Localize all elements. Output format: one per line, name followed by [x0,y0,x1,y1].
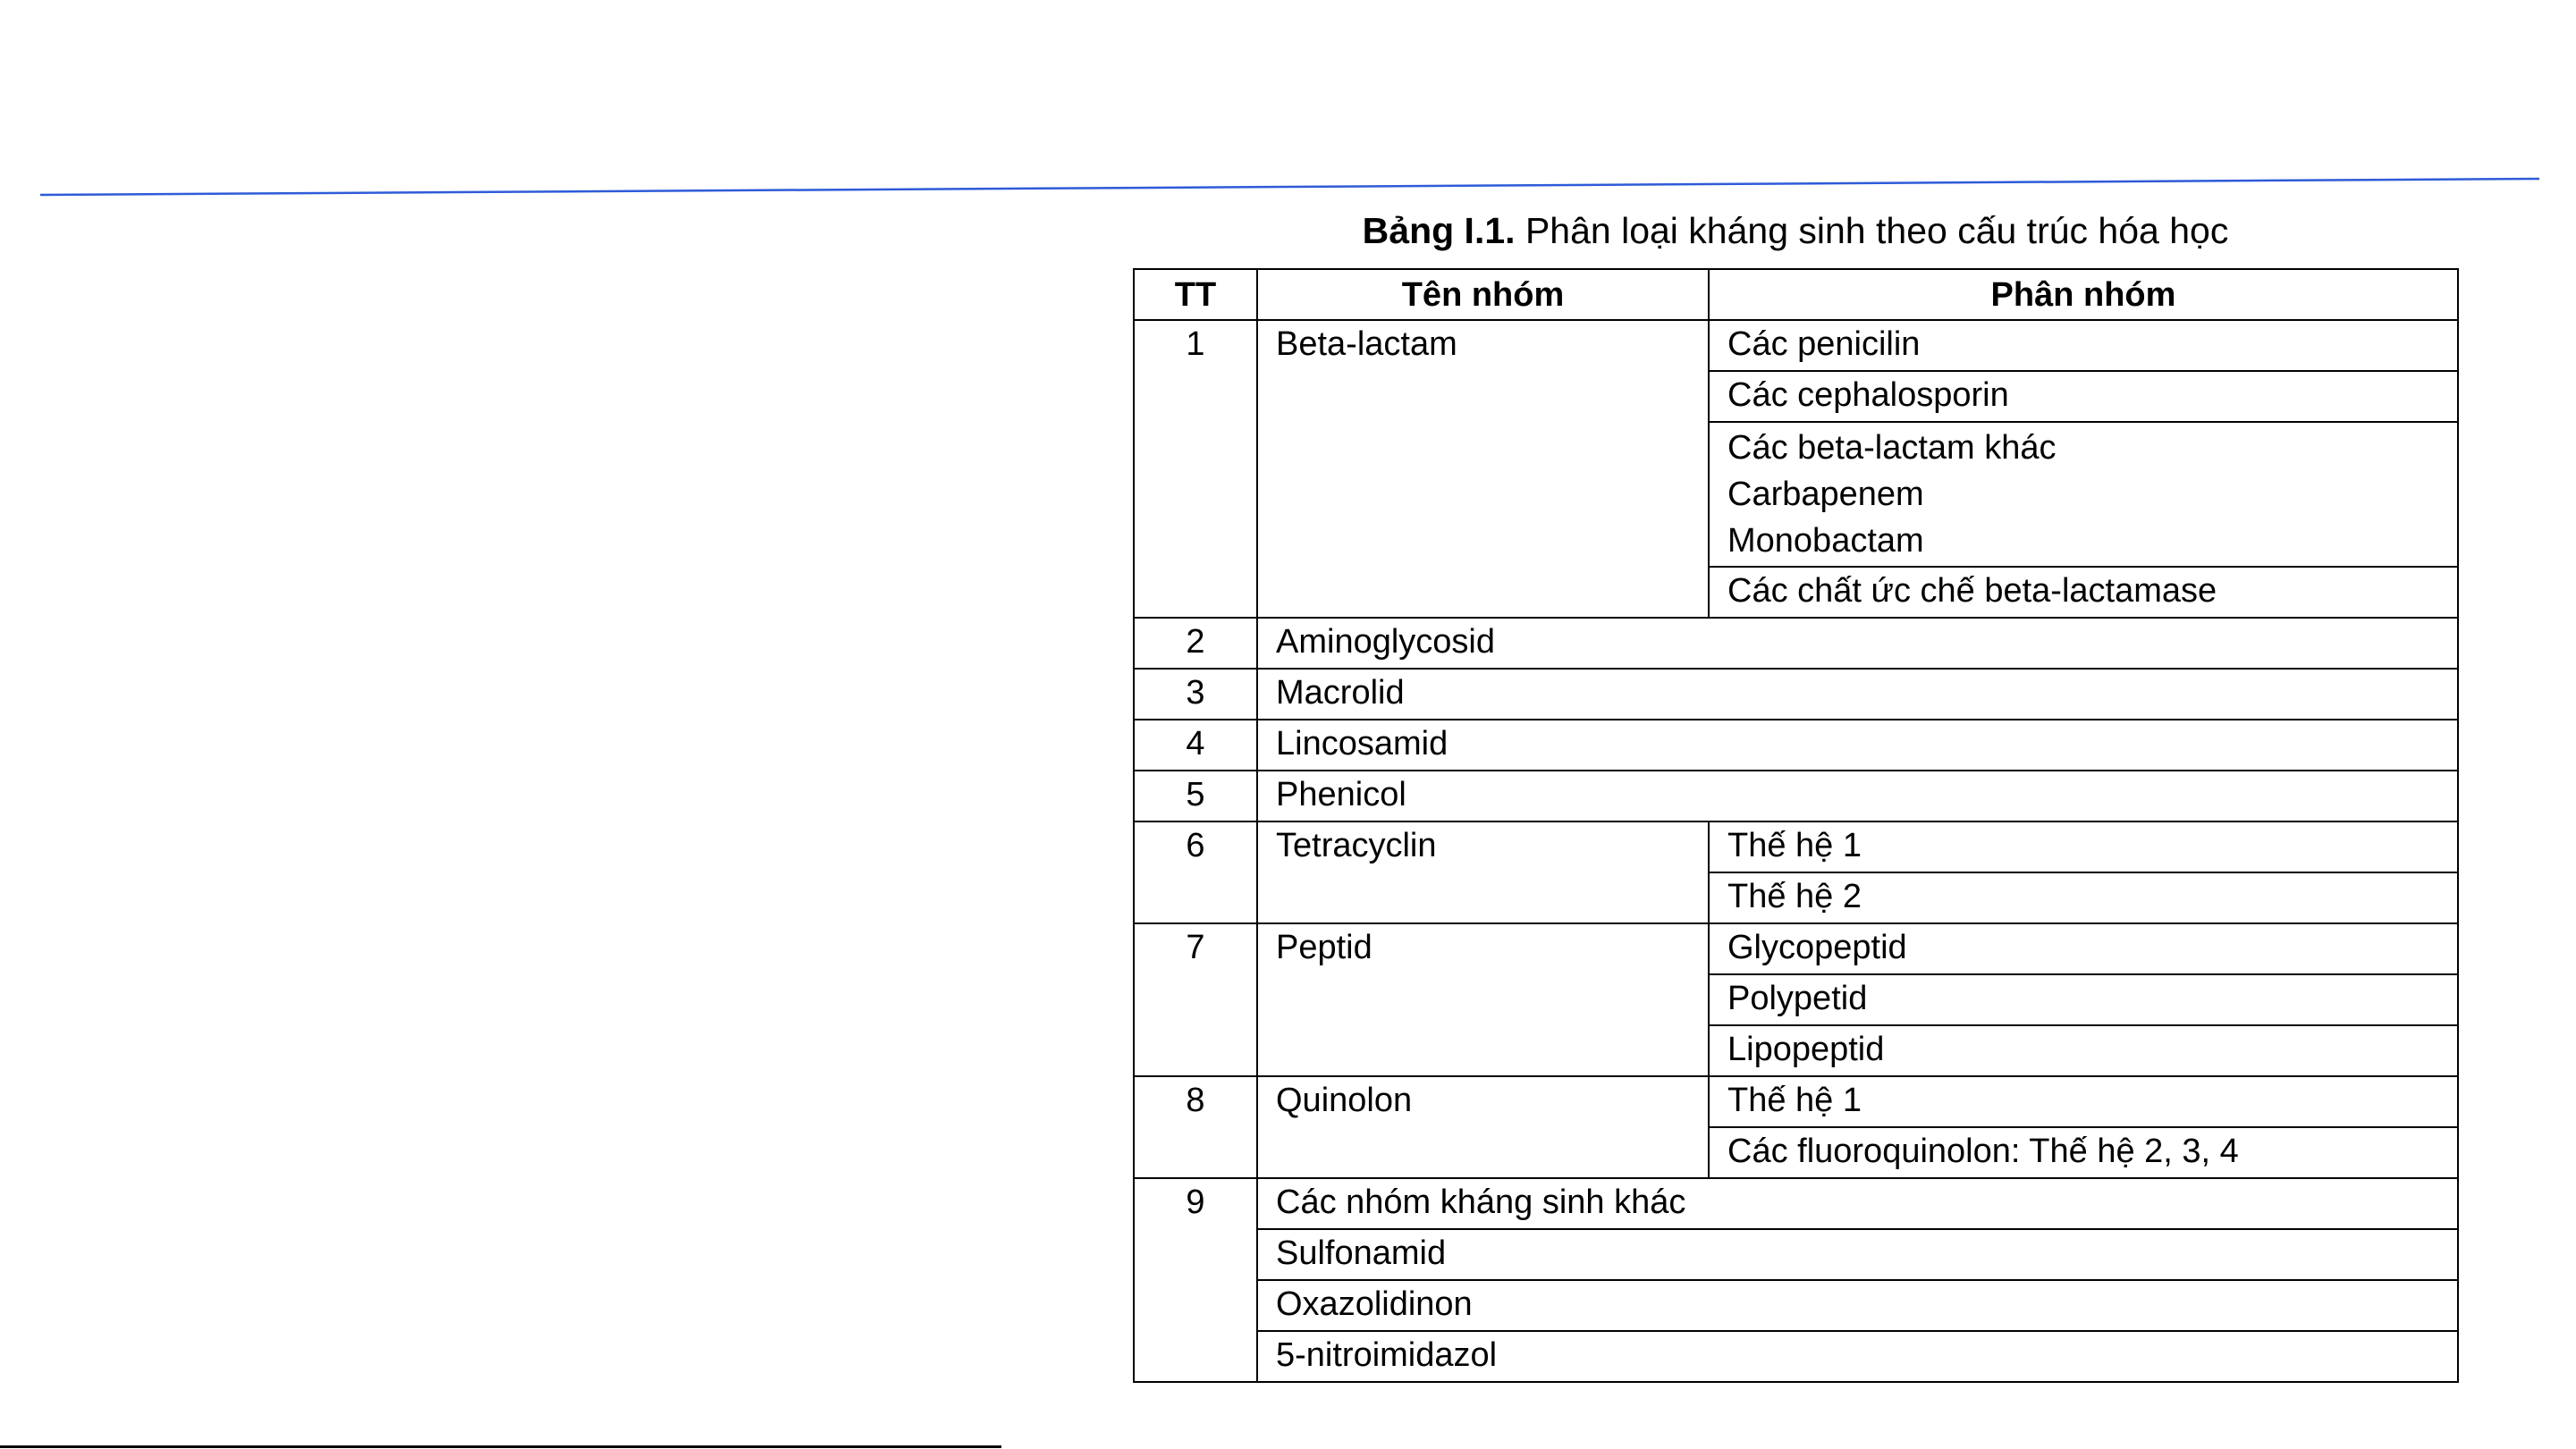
table-row [1134,771,2458,821]
table-row [1134,320,2458,371]
table-header-row [1134,269,2458,320]
antibiotic-classification-table [1133,268,2459,1383]
group-item: 5-nitroimidazol [1257,1331,2458,1382]
header-tt: TT [1134,269,1257,320]
subgroup-cell: Thế hệ 2 [1709,872,2458,923]
group-name: Tetracyclin [1257,821,1709,923]
table-row [1134,669,2458,720]
footer-divider-line [0,1445,1001,1448]
subgroup-cell: Thế hệ 1 [1709,821,2458,872]
row-number: 1 [1134,320,1257,618]
subgroup-cell-multiline [1709,422,2458,567]
subgroup-cell: Lipopeptid [1709,1025,2458,1076]
table-row [1134,821,2458,872]
group-name: Aminoglycosid [1257,618,2458,669]
group-name: Beta-lactam [1257,320,1709,618]
group-name: Macrolid [1257,669,2458,720]
table-caption [1134,204,2457,257]
group-name: Lincosamid [1257,720,2458,771]
row-number: 7 [1134,923,1257,1076]
row-number: 2 [1134,618,1257,669]
table-row [1134,1331,2458,1382]
row-number: 8 [1134,1076,1257,1178]
table-row [1134,720,2458,771]
subgroup-line: Monobactam [1727,522,1924,560]
subgroup-line: Carbapenem [1727,476,1924,513]
table-row [1134,1229,2458,1280]
subgroup-cell: Glycopeptid [1709,923,2458,974]
row-number: 6 [1134,821,1257,923]
row-number: 5 [1134,771,1257,821]
group-name: Các nhóm kháng sinh khác [1257,1178,2458,1229]
row-number: 3 [1134,669,1257,720]
subgroup-cell: Polypetid [1709,974,2458,1025]
table-row [1134,618,2458,669]
header-subgroup: Phân nhóm [1709,269,2458,320]
table-row [1134,923,2458,974]
row-number: 4 [1134,720,1257,771]
table-caption-label: Bảng I.1. [1362,210,1516,251]
table-caption-text: Phân loại kháng sinh theo cấu trúc hóa học [1524,210,2229,251]
group-name: Peptid [1257,923,1709,1076]
subgroup-cell: Các chất ức chế beta-lactamase [1709,567,2458,618]
subgroup-line: Các beta-lactam khác [1727,429,2057,467]
subgroup-cell: Các fluoroquinolon: Thế hệ 2, 3, 4 [1709,1127,2458,1178]
row-number: 9 [1134,1178,1257,1382]
table-row [1134,1178,2458,1229]
group-name: Quinolon [1257,1076,1709,1178]
group-item: Oxazolidinon [1257,1280,2458,1331]
subgroup-cell: Thế hệ 1 [1709,1076,2458,1127]
group-item: Sulfonamid [1257,1229,2458,1280]
group-name: Phenicol [1257,771,2458,821]
table-row [1134,1076,2458,1127]
header-divider-line [0,0,2576,215]
header-group-name: Tên nhóm [1257,269,1709,320]
subgroup-cell: Các cephalosporin [1709,371,2458,422]
table-row [1134,1280,2458,1331]
subgroup-cell: Các penicilin [1709,320,2458,371]
